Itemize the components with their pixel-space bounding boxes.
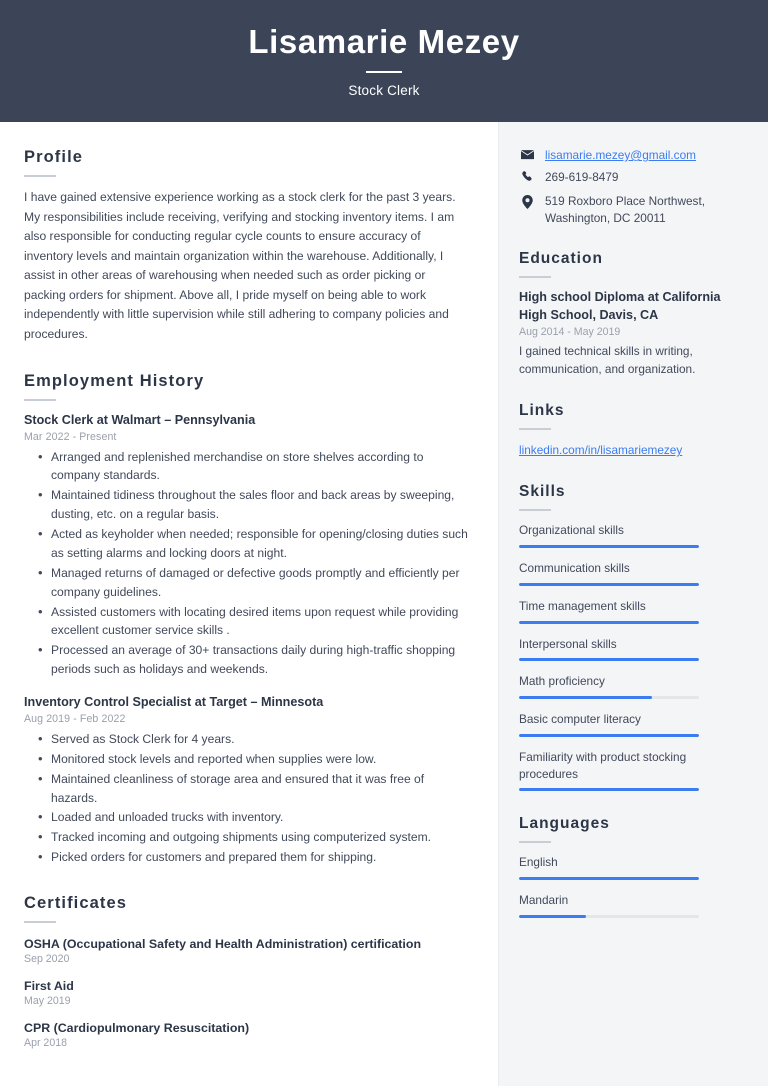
- language-label: Mandarin: [519, 893, 569, 908]
- section-rule: [519, 276, 551, 278]
- list-item: • Picked orders for customers and prepared them for shipping.: [24, 848, 468, 867]
- skills-heading: Skills: [519, 483, 566, 501]
- contact-address-row: [519, 193, 738, 227]
- phone-number: 269-619-8479: [545, 170, 619, 184]
- header-divider: [366, 71, 402, 73]
- candidate-name: Lisamarie Mezey: [248, 22, 520, 60]
- section-links: [519, 402, 738, 459]
- section-skills: [519, 483, 738, 791]
- education-title: High school Diploma at California High School, Davis, CA: [519, 290, 721, 322]
- languages-heading: Languages: [519, 815, 610, 833]
- employment-entry: [24, 694, 468, 867]
- skill-item: [519, 711, 738, 737]
- skill-label: Math proficiency: [519, 674, 605, 689]
- skill-item: [519, 673, 738, 699]
- sidebar-column: [498, 122, 768, 1086]
- job-date: Mar 2022 - Present: [24, 430, 117, 443]
- list-item: • Monitored stock levels and reported when supplies were low.: [24, 750, 468, 769]
- linkedin-link[interactable]: linkedin.com/in/lisamariemezey: [519, 443, 683, 458]
- skill-label: Time management skills: [519, 598, 646, 613]
- certificate-item: [24, 979, 468, 1007]
- links-heading: Links: [519, 402, 565, 420]
- language-item: [519, 854, 738, 880]
- section-rule: [24, 399, 56, 401]
- language-item: [519, 892, 738, 918]
- skill-item: [519, 749, 738, 792]
- resume-body: [0, 122, 768, 1086]
- profile-heading: Profile: [24, 148, 84, 166]
- section-rule: [519, 841, 551, 843]
- envelope-icon: [519, 148, 536, 160]
- certificate-item: [24, 1021, 468, 1049]
- skill-label: Communication skills: [519, 561, 630, 576]
- list-item: • Managed returns of damaged or defective goods promptly and efficiently per company guidelines.: [24, 564, 468, 602]
- section-rule: [24, 921, 56, 923]
- language-level-bar: [519, 915, 699, 918]
- job-responsibilities: [24, 730, 468, 867]
- map-pin-icon: [519, 193, 536, 209]
- certificate-name: First Aid: [24, 978, 74, 993]
- employment-heading: Employment History: [24, 371, 205, 390]
- skill-item: [519, 636, 738, 662]
- skill-level-fill: [519, 734, 699, 737]
- list-item: • Served as Stock Clerk for 4 years.: [24, 730, 468, 749]
- skill-level-bar: [519, 788, 699, 791]
- skill-level-fill: [519, 788, 699, 791]
- list-item: • Maintained cleanliness of storage area and ensured that it was free of hazards.: [24, 770, 468, 808]
- certificate-date: May 2019: [24, 994, 71, 1007]
- list-item: • Loaded and unloaded trucks with inventory.: [24, 808, 468, 827]
- candidate-job-title: Stock Clerk: [348, 83, 420, 99]
- section-rule: [24, 175, 56, 177]
- address-line-1: 519 Roxboro Place Northwest,: [545, 193, 705, 208]
- email-link[interactable]: lisamarie.mezey@gmail.com: [545, 148, 696, 162]
- section-education: [519, 250, 738, 378]
- education-date: Aug 2014 - May 2019: [519, 326, 621, 338]
- list-item: • Acted as keyholder when needed; responsible for opening/closing duties such as setting alarms and locking doors at night.: [24, 525, 468, 563]
- list-item: • Maintained tidiness throughout the sales floor and back areas by sweeping, dusting, etc. on a regular basis.: [24, 486, 468, 524]
- job-responsibilities: [24, 448, 468, 679]
- skill-level-bar: [519, 583, 699, 586]
- skill-level-bar: [519, 734, 699, 737]
- education-description: I gained technical skills in writing, communication, and organization.: [519, 344, 696, 376]
- skill-level-bar: [519, 621, 699, 624]
- main-column: [0, 122, 498, 1086]
- skill-item: [519, 522, 738, 548]
- contact-phone-row: [519, 169, 738, 186]
- skill-level-bar: [519, 696, 699, 699]
- resume-header: [0, 0, 768, 122]
- language-level-fill: [519, 915, 586, 918]
- section-languages: [519, 815, 738, 918]
- job-title: Inventory Control Specialist at Target – Minnesota: [24, 694, 324, 709]
- section-employment-history: [24, 372, 468, 867]
- certificate-name: OSHA (Occupational Safety and Health Administration) certification: [24, 936, 422, 951]
- list-item: • Arranged and replenished merchandise on store shelves according to company standards.: [24, 448, 468, 486]
- skill-label: Familiarity with product stocking procedures: [519, 749, 687, 781]
- address-line-2: Washington, DC 20011: [545, 210, 666, 225]
- skill-label: Organizational skills: [519, 523, 624, 538]
- contact-email-row: [519, 148, 738, 162]
- language-level-bar: [519, 877, 699, 880]
- skill-level-fill: [519, 696, 652, 699]
- certificate-date: Sep 2020: [24, 952, 70, 965]
- skill-level-fill: [519, 658, 699, 661]
- skill-item: [519, 560, 738, 586]
- skill-label: Interpersonal skills: [519, 636, 617, 651]
- language-label: English: [519, 855, 558, 870]
- skill-item: [519, 598, 738, 624]
- list-item: • Assisted customers with locating desired items upon request while providing excellent customer service skills .: [24, 603, 468, 641]
- language-level-fill: [519, 877, 699, 880]
- section-rule: [519, 509, 551, 511]
- address: [545, 193, 705, 227]
- list-item: • Processed an average of 30+ transactions daily during high-traffic shopping periods such as holidays and weekends.: [24, 641, 468, 679]
- certificate-name: CPR (Cardiopulmonary Resuscitation): [24, 1020, 250, 1035]
- phone-icon: [519, 169, 536, 183]
- certificate-date: Apr 2018: [24, 1036, 67, 1049]
- skill-level-bar: [519, 545, 699, 548]
- skill-level-bar: [519, 658, 699, 661]
- job-date: Aug 2019 - Feb 2022: [24, 712, 126, 725]
- certificates-heading: Certificates: [24, 893, 128, 912]
- skill-level-fill: [519, 545, 699, 548]
- skill-label: Basic computer literacy: [519, 712, 641, 727]
- skill-level-fill: [519, 583, 699, 586]
- section-profile: [24, 148, 468, 345]
- contact-details: [519, 148, 738, 226]
- education-heading: Education: [519, 250, 603, 268]
- profile-text: I have gained extensive experience working as a stock clerk for the past 3 years. My responsibilities include receiving, verifying and stocking inventory items. I am also responsible for conducting regular cycle counts to ensure accuracy of inventory levels and maintain organization within the warehouse. Additionally, I assist in other areas of warehousing when needed such as order picking or packing orders for shipment. Above all, I pride myself on being able to work independently with little supervision while still adhering to company policies and procedures.: [24, 190, 456, 342]
- job-title: Stock Clerk at Walmart – Pennsylvania: [24, 412, 256, 427]
- education-entry: [519, 289, 738, 378]
- skill-level-fill: [519, 621, 699, 624]
- employment-entry: [24, 412, 468, 679]
- section-rule: [519, 428, 551, 430]
- list-item: • Tracked incoming and outgoing shipments using computerized system.: [24, 828, 468, 847]
- certificate-item: [24, 937, 468, 965]
- section-certificates: [24, 894, 468, 1049]
